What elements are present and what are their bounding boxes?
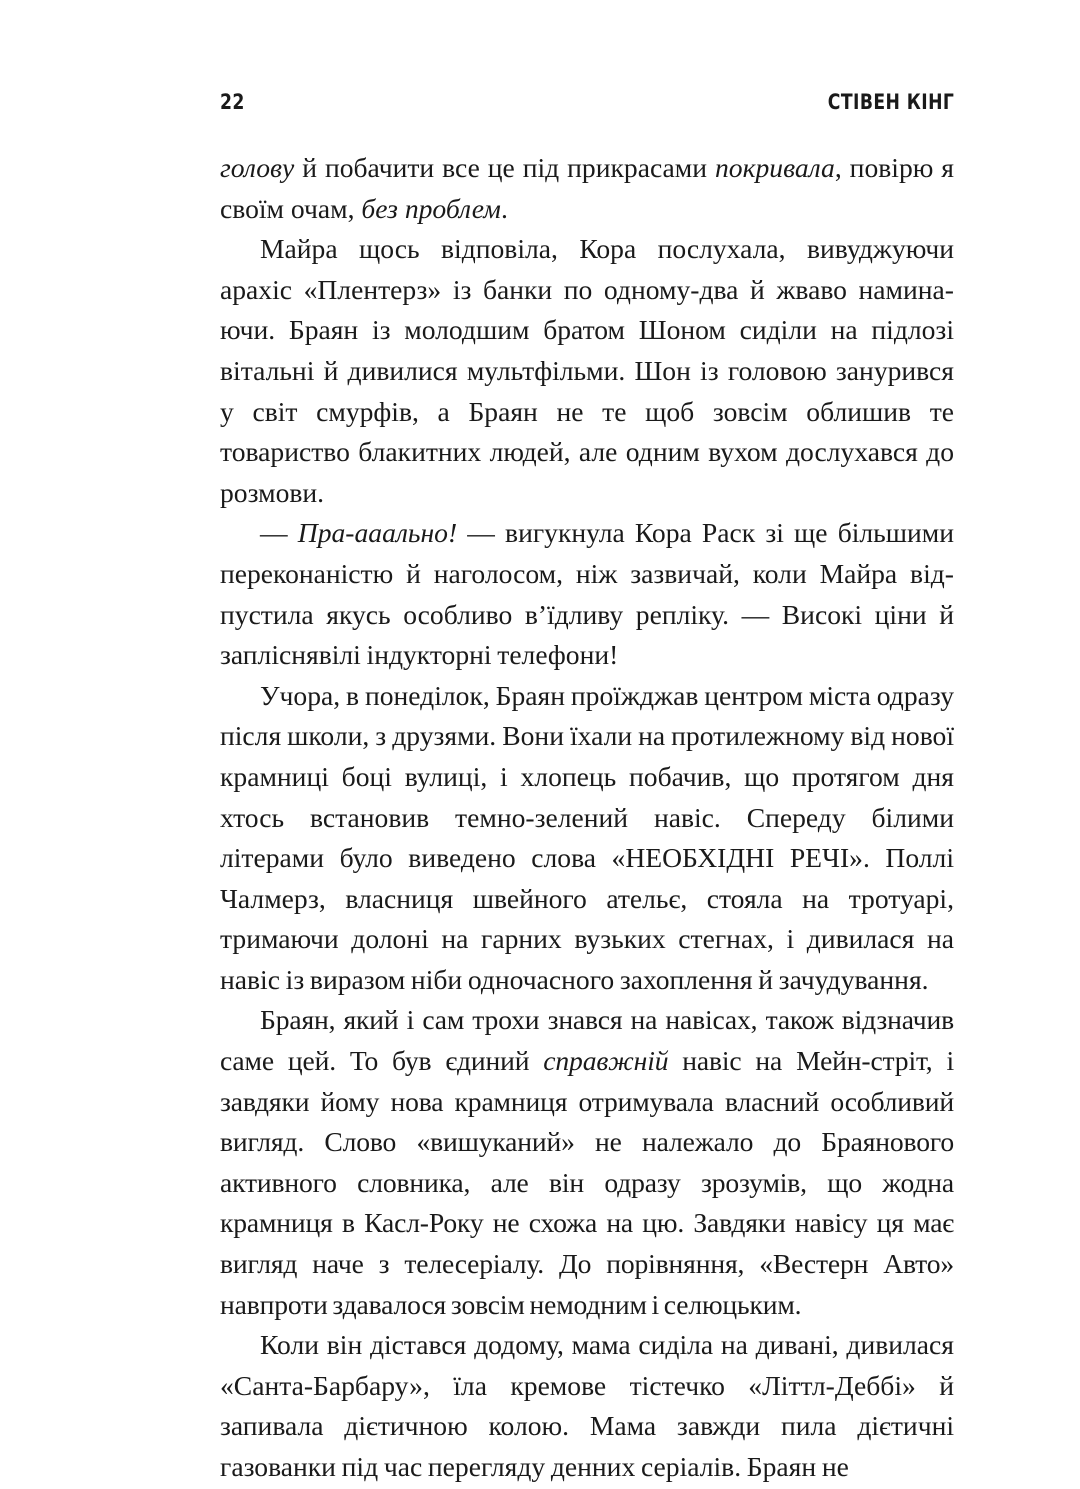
text-run: — xyxy=(260,517,298,549)
running-head xyxy=(220,90,954,114)
body-text xyxy=(220,148,954,1488)
italic-text: покривала xyxy=(714,152,835,183)
paragraph xyxy=(220,676,954,1001)
paragraph xyxy=(220,148,954,229)
text-run: Коли він дістався додому, мама сиділа на дивані, дивилася «Санта-Барбару», їла кремове тістечко «Літтл-Деббі» й запивала дієтичною колою. Мама завжди пила дієтичні газованки під час перегляду денних серіалів. Браян не xyxy=(220,1329,954,1482)
running-head-author: СТІВЕН КІНГ xyxy=(827,90,955,114)
text-run: , повірю я своїм очам, xyxy=(220,152,954,224)
text-run: — вигукнула Кора Раск зі ще більшими переконаністю й наголосом, ніж зазвичай, коли Майра відпустила якусь особливо в’їдливу репліку. — Високі ціни й запліснявілі індукторні телефони! xyxy=(220,517,955,671)
paragraph xyxy=(220,513,954,675)
italic-text: голову xyxy=(220,152,295,183)
italic-text: Пра-ааально! xyxy=(297,517,458,549)
page-number: 22 xyxy=(220,90,245,114)
text-run: Учора, в понеділок, Браян проїжджав центром міста одразу після школи, з друзями. Вони їхали на протилежному від нової крамниці боці вулиці, і хлопець побачив, що протягом дня хтось встановив темно-зелений навіс. Спереду білими літерами було виведено слова «НЕОБХІДНІ РЕЧІ». Поллі Чалмерз, власниця швейного ательє, стояла на тротуарі, тримаючи долоні на гарних вузьких стегнах, і дивилася на навіс із виразом ніби одночасного захоплення й зачудування. xyxy=(220,679,954,995)
book-page xyxy=(220,90,954,1488)
text-run: . xyxy=(500,192,508,224)
paragraph xyxy=(220,1000,954,1325)
text-run: й побачити все це під прикрасами xyxy=(294,152,715,183)
italic-text: справжній xyxy=(543,1045,669,1077)
text-run: Браян, який і сам трохи знався на навісах, також відзначив саме цей. То був єдиний xyxy=(220,1004,954,1077)
paragraph xyxy=(220,1325,954,1487)
paragraph xyxy=(220,229,954,513)
text-run: навіс на Мейн-стріт, і завдяки йому нова крамниця отримувала власний особливий вигляд. Слово «вишуканий» не належало до Браянового активного словника, але він одразу зрозумів, що жодна крамниця в Касл-Року не схожа на цю. Завдяки навісу ця має вигляд наче з телесеріалу. До порівняння, «Вестерн Авто» навпроти здавалося зовсім немодним і селюцьким. xyxy=(220,1045,954,1320)
text-run: Майра щось відповіла, Кора послухала, вивуджуючи арахіс «Плентерз» із банки по одному-два й жваво наминаючи. Браян із молодшим братом Шоном сиділи на підлозі вітальні й дивилися мультфільми. Шон із головою занурився у світ смурфів, а Браян не те щоб зовсім облишив те товариство блакитних людей, але одним вухом дослухався до розмови. xyxy=(220,233,954,508)
italic-text: без проблем xyxy=(361,192,501,224)
